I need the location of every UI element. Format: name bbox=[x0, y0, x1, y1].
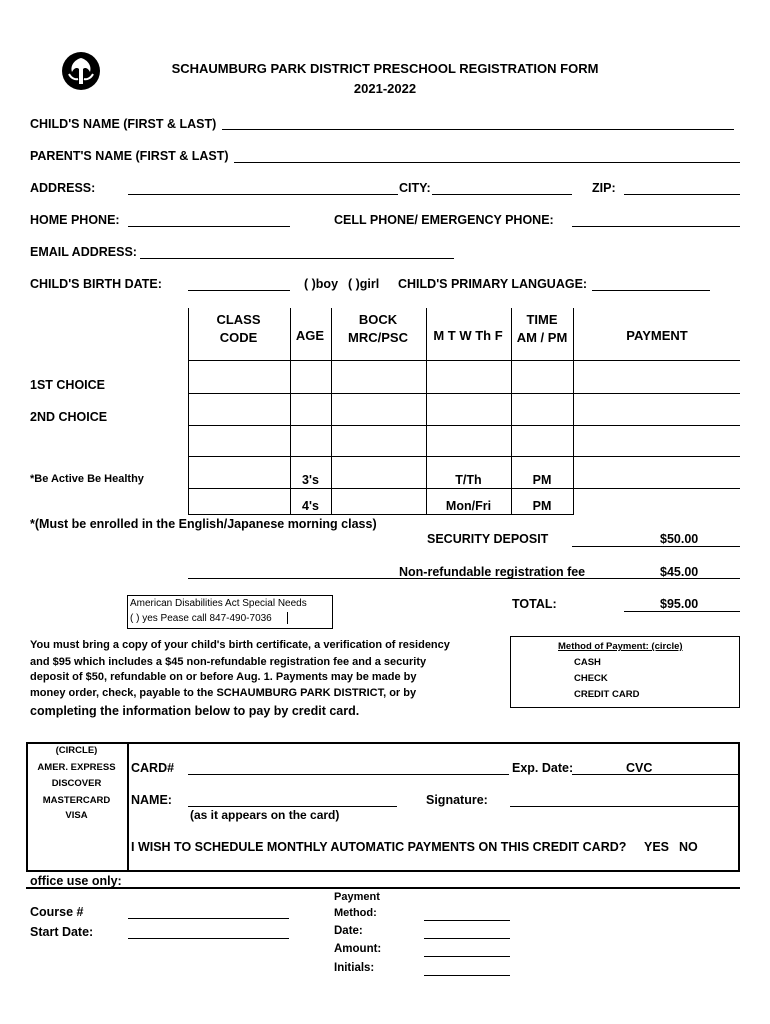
course-label: Course # bbox=[30, 905, 84, 919]
security-deposit-line bbox=[572, 546, 740, 547]
bock-header-1: BOCK bbox=[358, 312, 398, 327]
card-number-line[interactable] bbox=[188, 774, 509, 775]
nonrefund-label: Non-refundable registration fee bbox=[399, 565, 586, 579]
row1-time: PM bbox=[532, 473, 552, 487]
nonrefund-amount: $45.00 bbox=[660, 565, 699, 579]
security-deposit-label: SECURITY DEPOSIT bbox=[427, 532, 549, 546]
birth-date-line[interactable] bbox=[188, 290, 290, 291]
exp-date-line[interactable] bbox=[572, 774, 740, 775]
language-line[interactable] bbox=[592, 290, 710, 291]
circle-label: (CIRCLE) bbox=[55, 745, 98, 756]
row1-days: T/Th bbox=[455, 473, 482, 487]
child-name-label: CHILD'S NAME (FIRST & LAST) bbox=[30, 117, 217, 131]
card-divider bbox=[127, 742, 129, 872]
title-text: SCHAUMBURG PARK DISTRICT PRESCHOOL REGISTRATION FORM bbox=[171, 61, 599, 76]
cell-phone-label: CELL PHONE/ EMERGENCY PHONE: bbox=[334, 213, 554, 227]
birth-date-label: CHILD'S BIRTH DATE: bbox=[30, 277, 162, 291]
course-line[interactable] bbox=[128, 918, 289, 919]
start-date-label: Start Date: bbox=[30, 925, 94, 939]
monthly-no[interactable]: NO bbox=[679, 840, 698, 854]
table-hline bbox=[188, 393, 740, 394]
form-year: 2021-2022 bbox=[353, 81, 417, 96]
instructions-line1: You must bring a copy of your child's birth certificate, a verification of residency bbox=[30, 639, 450, 651]
instructions-line5: completing the information below to pay by credit card. bbox=[30, 704, 360, 718]
signature-label: Signature: bbox=[426, 793, 488, 807]
start-date-line[interactable] bbox=[128, 938, 289, 939]
payment-option-cash[interactable]: CASH bbox=[574, 657, 601, 668]
zip-label: ZIP: bbox=[592, 181, 616, 195]
col-time bbox=[511, 311, 573, 347]
office-payment-line[interactable] bbox=[424, 920, 510, 921]
city-line[interactable] bbox=[432, 194, 572, 195]
office-amount-line[interactable] bbox=[424, 956, 510, 957]
first-choice-label: 1ST CHOICE bbox=[30, 378, 106, 392]
office-payment-label-1: Payment bbox=[334, 891, 380, 903]
zip-line[interactable] bbox=[624, 194, 740, 195]
monthly-yes[interactable]: YES bbox=[644, 840, 670, 854]
address-label: ADDRESS: bbox=[30, 181, 96, 195]
card-name-hint: (as it appears on the card) bbox=[190, 808, 340, 822]
payment-method-box bbox=[510, 636, 740, 708]
parent-name-label: PARENT'S NAME (FIRST & LAST) bbox=[30, 149, 229, 163]
card-mastercard[interactable]: MASTERCARD bbox=[42, 795, 111, 806]
office-amount-label: Amount: bbox=[334, 943, 382, 955]
row2-age: 4's bbox=[302, 499, 319, 513]
instructions-line3: deposit of $50, refundable on or before Aug. 1. Payments may be made by bbox=[30, 671, 417, 683]
time-header-2: AM / PM bbox=[516, 330, 568, 345]
email-line[interactable] bbox=[140, 258, 454, 259]
table-vline bbox=[573, 308, 574, 515]
email-label: EMAIL ADDRESS: bbox=[30, 245, 137, 259]
home-phone-label: HOME PHONE: bbox=[30, 213, 120, 227]
payment-option-credit[interactable]: CREDIT CARD bbox=[574, 689, 640, 700]
ada-title: American Disabilities Act Special Needs bbox=[130, 598, 307, 609]
total-label: TOTAL: bbox=[512, 597, 557, 611]
ada-line[interactable]: ( ) yes Pease call 847-490-7036 bbox=[130, 613, 272, 624]
table-hline bbox=[188, 514, 574, 515]
exp-date-label: Exp. Date: bbox=[512, 761, 574, 775]
col-age: AGE bbox=[295, 328, 325, 343]
card-discover[interactable]: DISCOVER bbox=[51, 778, 102, 789]
table-vline bbox=[188, 308, 189, 515]
table-hline bbox=[188, 425, 740, 426]
card-amex[interactable]: AMER. EXPRESS bbox=[37, 762, 116, 773]
row1-age: 3's bbox=[302, 473, 319, 487]
card-name-label: NAME: bbox=[131, 793, 172, 807]
form-title bbox=[0, 62, 770, 75]
table-hline bbox=[188, 456, 740, 457]
ada-box bbox=[127, 595, 333, 629]
child-name-line[interactable] bbox=[222, 129, 734, 130]
language-label: CHILD'S PRIMARY LANGUAGE: bbox=[398, 277, 588, 291]
time-header-1: TIME bbox=[526, 312, 558, 327]
security-deposit-amount: $50.00 bbox=[660, 532, 699, 546]
class-header-2: CODE bbox=[219, 330, 258, 345]
cvc-label: CVC bbox=[626, 761, 653, 775]
girl-option[interactable]: ( )girl bbox=[348, 277, 380, 291]
boy-option[interactable]: ( )boy bbox=[304, 277, 339, 291]
total-amount: $95.00 bbox=[660, 597, 699, 611]
col-payment: PAYMENT bbox=[626, 328, 688, 343]
card-visa[interactable]: VISA bbox=[65, 810, 88, 821]
row2-time: PM bbox=[532, 499, 552, 513]
office-date-label: Date: bbox=[334, 925, 363, 937]
col-class-code bbox=[188, 311, 289, 347]
nonrefund-line bbox=[188, 578, 740, 579]
home-phone-line[interactable] bbox=[128, 226, 290, 227]
office-date-line[interactable] bbox=[424, 938, 510, 939]
must-enroll-note: *(Must be enrolled in the English/Japanese morning class) bbox=[30, 517, 377, 531]
card-name-line[interactable] bbox=[188, 806, 397, 807]
col-days: M T W Th F bbox=[433, 328, 503, 343]
total-line bbox=[624, 611, 740, 612]
instructions-line4: money order, check, payable to the SCHAUMBURG PARK DISTRICT, or by bbox=[30, 687, 417, 699]
table-vline bbox=[331, 308, 332, 515]
signature-line[interactable] bbox=[510, 806, 740, 807]
address-line[interactable] bbox=[128, 194, 398, 195]
office-payment-label-2: Method: bbox=[334, 907, 377, 919]
table-hline bbox=[188, 360, 740, 361]
office-initials-line[interactable] bbox=[424, 975, 510, 976]
cell-phone-line[interactable] bbox=[572, 226, 740, 227]
office-use-title: office use only: bbox=[30, 874, 122, 888]
row2-days: Mon/Fri bbox=[445, 499, 492, 513]
table-hline bbox=[188, 488, 740, 489]
monthly-question: I WISH TO SCHEDULE MONTHLY AUTOMATIC PAYMENTS ON THIS CREDIT CARD? bbox=[131, 840, 627, 854]
card-number-label: CARD# bbox=[131, 761, 175, 775]
be-active-label: *Be Active Be Healthy bbox=[30, 473, 144, 485]
instructions-line2: and $95 which includes a $45 non-refundable registration fee and a security bbox=[30, 656, 427, 668]
ada-cursor bbox=[287, 612, 288, 624]
parent-name-line[interactable] bbox=[234, 162, 740, 163]
class-header-1: CLASS bbox=[216, 312, 261, 327]
second-choice-label: 2ND CHOICE bbox=[30, 410, 108, 424]
office-divider bbox=[26, 887, 740, 889]
city-label: CITY: bbox=[399, 181, 431, 195]
col-bock bbox=[331, 311, 425, 347]
payment-method-title: Method of Payment: (circle) bbox=[558, 641, 683, 652]
office-initials-label: Initials: bbox=[334, 962, 375, 974]
payment-option-check[interactable]: CHECK bbox=[574, 673, 608, 684]
bock-header-2: MRC/PSC bbox=[348, 330, 408, 345]
